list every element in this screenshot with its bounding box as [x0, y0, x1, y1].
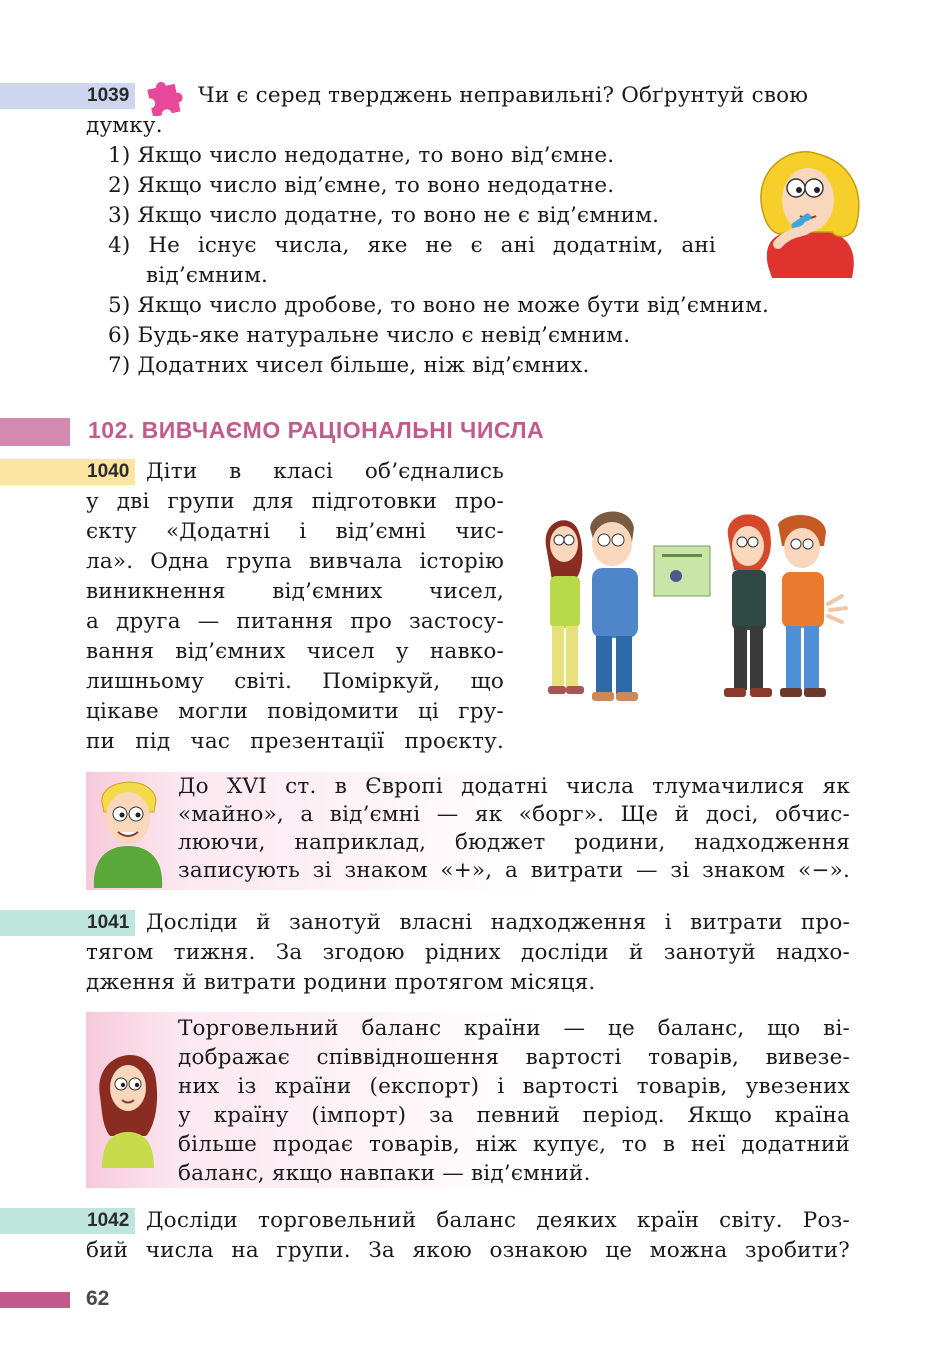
- exercise-1040-line: у дві групи для підготовки про-: [86, 489, 504, 514]
- exercise-1040-line: лишньому світі. Поміркуй, що: [86, 669, 504, 694]
- girl-thinking-illustration: [752, 148, 870, 286]
- info-trade-line: у країну (імпорт) за певний період. Якщо країна: [178, 1103, 850, 1128]
- statement-item: 3) Якщо число додатне, то воно не є від’ємним.: [108, 203, 660, 228]
- page-number: 62: [86, 1287, 110, 1310]
- info-history-line: люючи, наприклад, бюджет родини, надходження: [178, 830, 850, 855]
- children-group-illustration: [538, 506, 856, 718]
- exercise-1040-line: Діти в класі об’єднались: [146, 459, 504, 484]
- statement-item: 7) Додатних чисел більше, ніж від’ємних.: [108, 353, 590, 378]
- statement-item: 1) Якщо число недодатне, то воно від’ємне.: [108, 143, 615, 168]
- info-trade-line: дображає співвідношення вартості товарів, вивезе-: [178, 1045, 850, 1070]
- statement-item: 2) Якщо число від’ємне, то воно недодатне.: [108, 173, 615, 198]
- exercise-1040-line: вання від’ємних чисел у навко-: [86, 639, 504, 664]
- girl-avatar-illustration: [92, 1040, 164, 1174]
- info-trade-line: баланс, якщо навпаки — від’ємний.: [178, 1161, 591, 1186]
- info-history-line: До XVI ст. в Європі додатні числа тлумачилися як: [178, 774, 850, 799]
- exercise-number-1040: 1040: [87, 461, 130, 482]
- exercise-1041-line: Досліди й занотуй власні надходження і витрати про-: [146, 910, 850, 935]
- page-number-strip: [0, 1292, 70, 1308]
- statement-item-cont: від’ємним.: [146, 263, 269, 288]
- boy-avatar-illustration: [88, 772, 168, 894]
- exercise-number-1041: 1041: [87, 912, 130, 933]
- exercise-1040-line: цікаве могли повідомити ці гру-: [86, 699, 504, 724]
- exercise-number-1039: 1039: [87, 85, 130, 106]
- exercise-number-1042: 1042: [87, 1210, 130, 1231]
- section-title: 102. ВИВЧАЄМО РАЦІОНАЛЬНІ ЧИСЛА: [88, 417, 545, 443]
- exercise-1040-line: ла». Одна група вивчала історію: [86, 549, 504, 574]
- exercise-1042-line: Досліди торговельний баланс деяких країн світу. Роз-: [146, 1208, 850, 1233]
- exercise-1042-line: бий числа на групи. За якою ознакою це можна зробити?: [86, 1238, 850, 1263]
- exercise-1040-line: єкту «Додатні і від’ємні чис-: [86, 519, 504, 544]
- exercise-1040-line: пи під час презентації проєкту.: [86, 729, 504, 754]
- statement-item: 5) Якщо число дробове, то воно не може бути від’ємним.: [108, 293, 770, 318]
- exercise-1039-question: Чи є серед тверджень неправильні? Обґрунтуй свою: [198, 83, 809, 108]
- exercise-1039-question-cont: думку.: [86, 113, 163, 138]
- exercise-1041-line: дження й витрати родини протягом місяця.: [86, 970, 596, 995]
- exercise-1041-line: тягом тижня. За згодою рідних досліди й занотуй надхо-: [86, 940, 850, 965]
- info-trade-line: них із країни (експорт) і вартості товарів, увезених: [178, 1074, 850, 1099]
- section-strip: [0, 418, 70, 446]
- exercise-1040-line: а друга — питання про застосу-: [86, 609, 504, 634]
- info-history-line: записують зі знаком «+», а витрати — зі знаком «−».: [178, 858, 850, 883]
- info-history-line: «майно», а від’ємні — як «борг». Ще й досі, обчис-: [178, 802, 850, 827]
- statement-item: 4) Не існує числа, яке не є ані додатнім, ані: [108, 233, 716, 258]
- exercise-1040-line: виникнення від’ємних чисел,: [86, 579, 504, 604]
- statement-item: 6) Будь-яке натуральне число є невід’ємним.: [108, 323, 631, 348]
- info-trade-line: більше продає товарів, ніж купує, то в неї додатний: [178, 1132, 850, 1157]
- info-trade-line: Торговельний баланс країни — це баланс, що ві-: [178, 1016, 850, 1041]
